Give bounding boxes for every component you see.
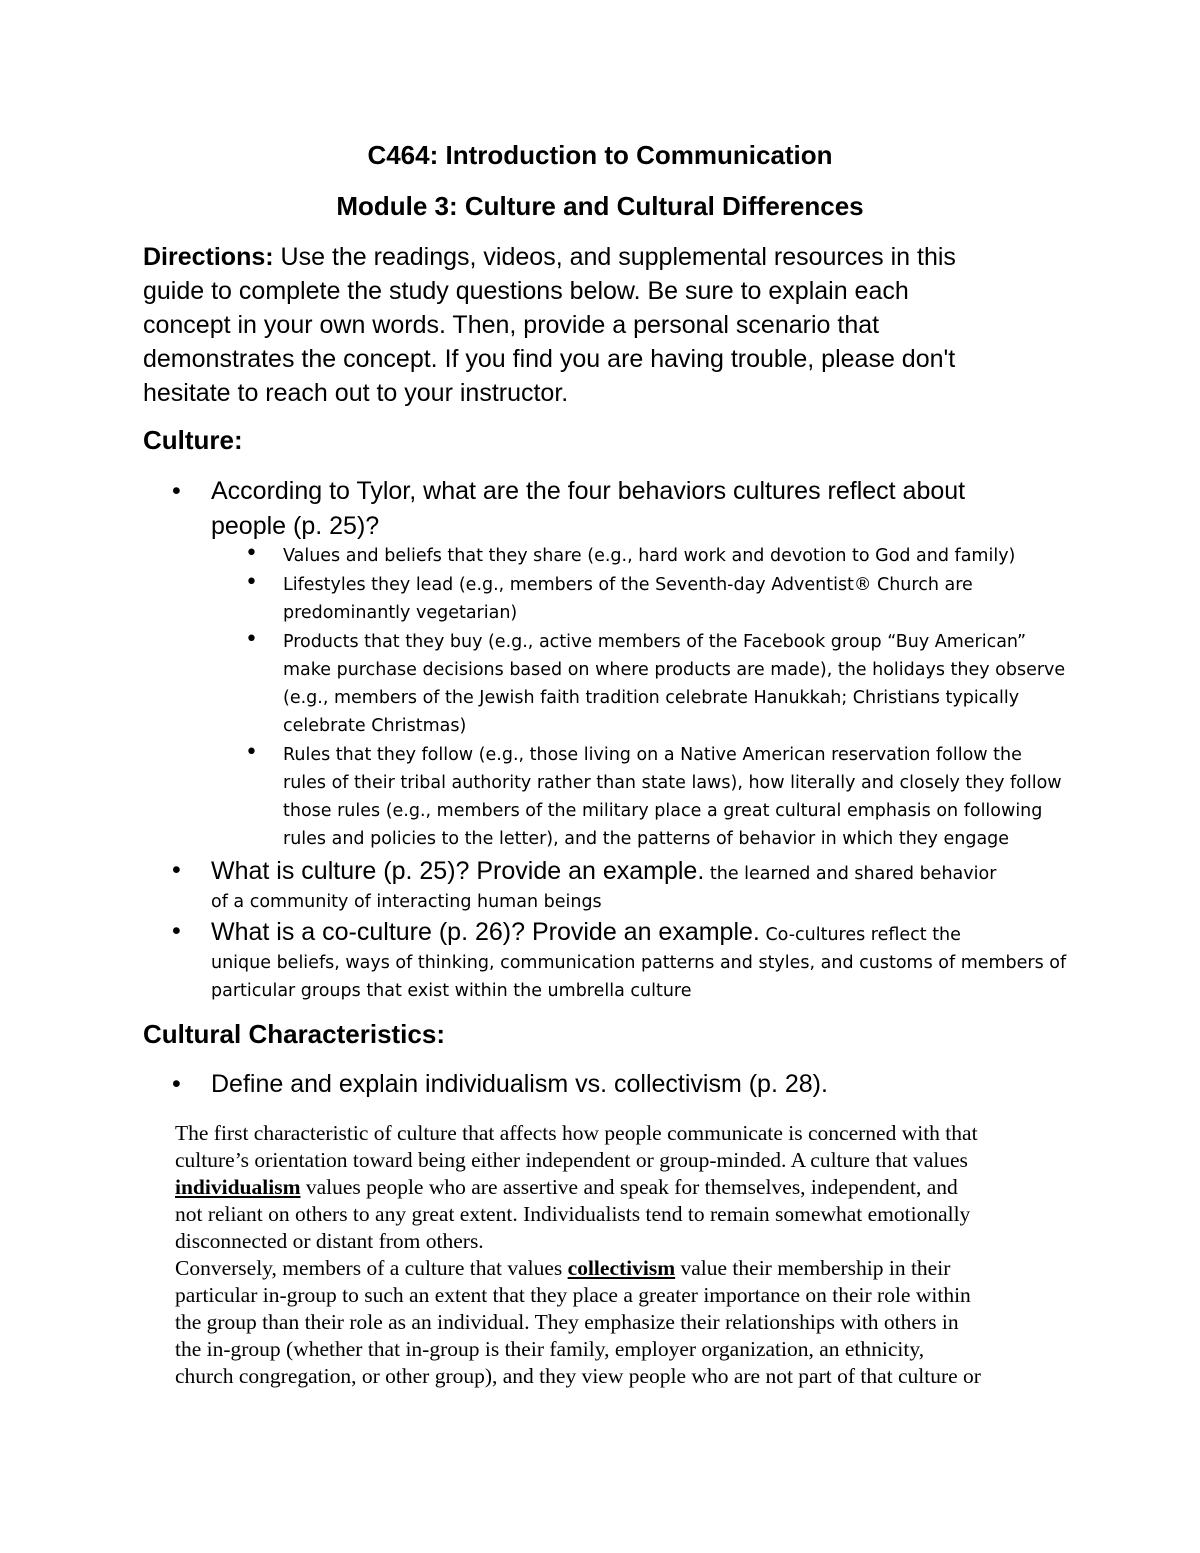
- question-text: What is a co-culture (p. 26)? Provide an example.: [211, 918, 760, 946]
- sub-item-text: Products that they buy (e.g., active members of the Facebook group “Buy American”: [283, 632, 1027, 652]
- paragraph-line: the in-group (whether that in-group is their family, employer organization, an ethnicity,: [175, 1337, 925, 1361]
- paragraph-line: particular in-group to such an extent that they place a greater importance on their role within: [175, 1283, 971, 1307]
- bullet-icon: •: [245, 627, 258, 652]
- paragraph-line: culture’s orientation toward being either independent or group-minded. A culture that values: [175, 1148, 968, 1172]
- question-text: What is culture (p. 25)? Provide an example.: [211, 857, 705, 885]
- directions-text: guide to complete the study questions below. Be sure to explain each: [143, 277, 909, 305]
- answer-text: Co-cultures reflect the: [759, 925, 961, 945]
- sub-item-text: Values and beliefs that they share (e.g., hard work and devotion to God and family): [283, 546, 1016, 566]
- bullet-icon: •: [172, 856, 181, 884]
- paragraph-line: values people who are assertive and speak for themselves, independent, and: [300, 1175, 958, 1199]
- directions-paragraph: [143, 240, 1063, 410]
- bullet-icon: •: [172, 1070, 181, 1098]
- document-subtitle: Module 3: Culture and Cultural Differences: [336, 191, 864, 221]
- sub-item-text: rules and policies to the letter), and the patterns of behavior in which they engage: [283, 829, 1010, 849]
- sub-item-text: celebrate Christmas): [283, 716, 467, 736]
- directions-label: Directions:: [143, 243, 274, 271]
- question-text: Define and explain individualism vs. collectivism (p. 28).: [211, 1070, 828, 1098]
- paragraph-line: church congregation, or other group), and they view people who are not part of that culture or: [175, 1364, 981, 1388]
- section-heading-culture: Culture:: [143, 425, 243, 455]
- sub-item-text: those rules (e.g., members of the military place a great cultural emphasis on following: [283, 801, 1043, 821]
- sub-item-text: predominantly vegetarian): [283, 603, 518, 623]
- bullet-icon: •: [245, 541, 258, 566]
- answer-text: particular groups that exist within the umbrella culture: [211, 981, 692, 1001]
- answer-text: the learned and shared behavior: [704, 864, 997, 884]
- sub-item-text: make purchase decisions based on where products are made), the holidays they observe: [283, 660, 1066, 680]
- question-answer: [211, 918, 1071, 1005]
- directions-text: concept in your own words. Then, provide a personal scenario that: [143, 311, 880, 339]
- directions-text: hesitate to reach out to your instructor.: [143, 379, 569, 407]
- paragraph-line: The first characteristic of culture that affects how people communicate is concerned with that: [175, 1121, 978, 1145]
- answer-text: of a community of interacting human beings: [211, 892, 602, 912]
- paragraph-line: not reliant on others to any great extent. Individualists tend to remain somewhat emotionally: [175, 1202, 971, 1226]
- paragraph-line: the group than their role as an individual. They emphasize their relationships with others in: [175, 1310, 959, 1334]
- paragraph-line: value their membership in their: [675, 1256, 951, 1280]
- bullet-icon: •: [245, 570, 258, 595]
- question-text: people (p. 25)?: [211, 512, 380, 540]
- directions-text: demonstrates the concept. If you find you are having trouble, please don't: [143, 345, 956, 373]
- document-title: C464: Introduction to Communication: [367, 140, 833, 170]
- sub-item-text: Lifestyles they lead (e.g., members of the Seventh-day Adventist® Church are: [283, 575, 973, 595]
- bullet-icon: •: [172, 917, 181, 945]
- bullet-icon: •: [245, 740, 258, 765]
- sub-item-text: (e.g., members of the Jewish faith tradition celebrate Hanukkah; Christians typically: [283, 688, 1020, 708]
- answer-paragraph: [175, 1120, 1075, 1390]
- sub-item-text: Rules that they follow (e.g., those living on a Native American reservation follow the: [283, 745, 1022, 765]
- term-individualism: individualism: [175, 1175, 301, 1199]
- paragraph-line: disconnected or distant from others.: [175, 1229, 484, 1253]
- term-collectivism: collectivism: [567, 1256, 676, 1280]
- sub-item-text: rules of their tribal authority rather than state laws), how literally and closely they follow: [283, 773, 1062, 793]
- question-text: According to Tylor, what are the four behaviors cultures reflect about: [211, 477, 966, 505]
- answer-text: unique beliefs, ways of thinking, communication patterns and styles, and customs of members of: [211, 953, 1067, 973]
- bullet-icon: •: [172, 477, 181, 505]
- question-answer: [211, 857, 1071, 916]
- section-heading-cultural-characteristics: Cultural Characteristics:: [143, 1019, 445, 1049]
- directions-text: Use the readings, videos, and supplemental resources in this: [273, 243, 956, 271]
- paragraph-line: Conversely, members of a culture that values: [175, 1256, 568, 1280]
